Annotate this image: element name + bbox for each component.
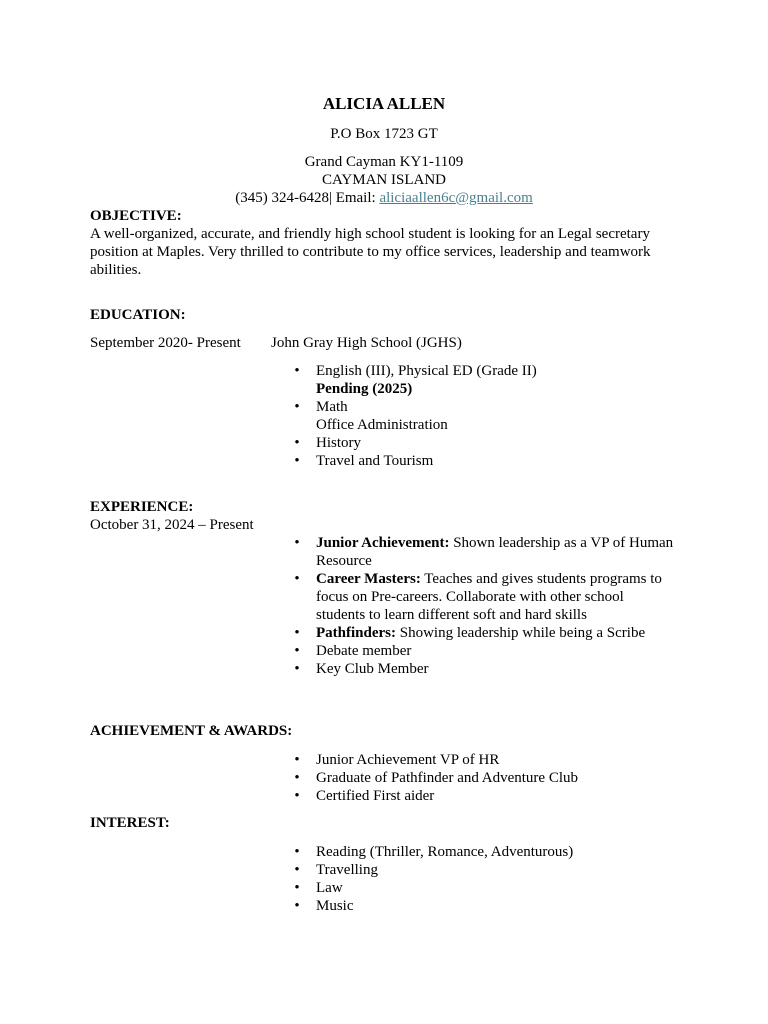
- role-desc-line-2: focus on Pre-careers. Collaborate with other school: [316, 589, 624, 605]
- list-item: [290, 769, 690, 787]
- education-heading: EDUCATION:: [90, 307, 186, 323]
- role-desc-line-1: Showing leadership while being a Scribe: [396, 625, 646, 641]
- bullet-icon: •: [294, 844, 300, 860]
- resume-name: ALICIA ALLEN: [322, 94, 446, 113]
- award-text: Graduate of Pathfinder and Adventure Club: [316, 770, 579, 786]
- bullet-icon: •: [294, 535, 300, 551]
- list-item: [290, 843, 690, 861]
- list-item: [290, 362, 690, 398]
- subject-text: English (III), Physical ED (Grade II): [316, 363, 537, 379]
- role-desc-line-1: Teaches and gives students programs to: [420, 571, 662, 587]
- bullet-icon: •: [294, 770, 300, 786]
- objective-heading: OBJECTIVE:: [90, 208, 182, 224]
- list-item: [290, 624, 690, 642]
- bullet-icon: •: [294, 788, 300, 804]
- awards-heading: ACHIEVEMENT & AWARDS:: [90, 723, 293, 739]
- interest-heading: INTEREST:: [90, 815, 170, 831]
- activity-text: Key Club Member: [316, 661, 429, 677]
- subject-status: Pending (2025): [316, 381, 413, 397]
- role-title: Pathfinders:: [316, 625, 396, 641]
- list-item: [290, 570, 690, 624]
- contact-line: [0, 189, 768, 207]
- role-desc-line-3: students to learn different soft and hard skills: [316, 607, 587, 623]
- experience-dates: October 31, 2024 – Present: [90, 517, 254, 533]
- bullet-icon: •: [294, 363, 300, 379]
- experience-list: [290, 534, 690, 678]
- award-text: Certified First aider: [316, 788, 435, 804]
- objective-text: A well-organized, accurate, and friendly high school student is looking for an Legal secretary position at Maples. Very thrilled to contribute to my office services, leadership and teamwork abilities.: [90, 226, 651, 278]
- address-line-1: P.O Box 1723 GT: [330, 126, 438, 142]
- role-desc-line-2: Resource: [316, 553, 372, 569]
- award-text: Junior Achievement VP of HR: [316, 752, 500, 768]
- bullet-icon: •: [294, 862, 300, 878]
- experience-heading: EXPERIENCE:: [90, 499, 194, 515]
- education-subjects-list: [290, 362, 690, 470]
- list-item: [290, 787, 690, 805]
- bullet-icon: •: [294, 435, 300, 451]
- school-name: John Gray High School (JGHS): [271, 335, 462, 351]
- list-item: [290, 861, 690, 879]
- bullet-icon: •: [294, 880, 300, 896]
- education-dates: September 2020- Present: [90, 335, 241, 351]
- subject-subtext: Office Administration: [316, 417, 448, 433]
- country-line: CAYMAN ISLAND: [321, 172, 447, 188]
- subject-text: Travel and Tourism: [316, 453, 434, 469]
- subject-text: History: [316, 435, 361, 451]
- role-desc-line-1: Shown leadership as a VP of Human: [449, 535, 674, 551]
- role-title: Junior Achievement:: [316, 535, 450, 551]
- list-item: [290, 660, 690, 678]
- interest-list: [290, 843, 690, 915]
- interest-text: Travelling: [316, 862, 378, 878]
- phone-text: (345) 324-6428| Email:: [235, 190, 380, 206]
- email-link[interactable]: aliciaallen6c@gmail.com: [379, 190, 533, 206]
- subject-text: Math: [316, 399, 348, 415]
- list-item: [290, 398, 690, 434]
- awards-list: [290, 751, 690, 805]
- bullet-icon: •: [294, 643, 300, 659]
- address-line-2: Grand Cayman KY1-1109: [304, 154, 464, 170]
- activity-text: Debate member: [316, 643, 412, 659]
- bullet-icon: •: [294, 898, 300, 914]
- list-item: [290, 879, 690, 897]
- bullet-icon: •: [294, 752, 300, 768]
- bullet-icon: •: [294, 453, 300, 469]
- list-item: [290, 751, 690, 769]
- list-item: [290, 642, 690, 660]
- list-item: [290, 897, 690, 915]
- list-item: [290, 534, 690, 570]
- list-item: [290, 434, 690, 452]
- bullet-icon: •: [294, 625, 300, 641]
- bullet-icon: •: [294, 399, 300, 415]
- bullet-icon: •: [294, 571, 300, 587]
- interest-text: Law: [316, 880, 343, 896]
- interest-text: Music: [316, 898, 354, 914]
- bullet-icon: •: [294, 661, 300, 677]
- role-title: Career Masters:: [316, 571, 421, 587]
- interest-text: Reading (Thriller, Romance, Adventurous): [316, 844, 574, 860]
- list-item: [290, 452, 690, 470]
